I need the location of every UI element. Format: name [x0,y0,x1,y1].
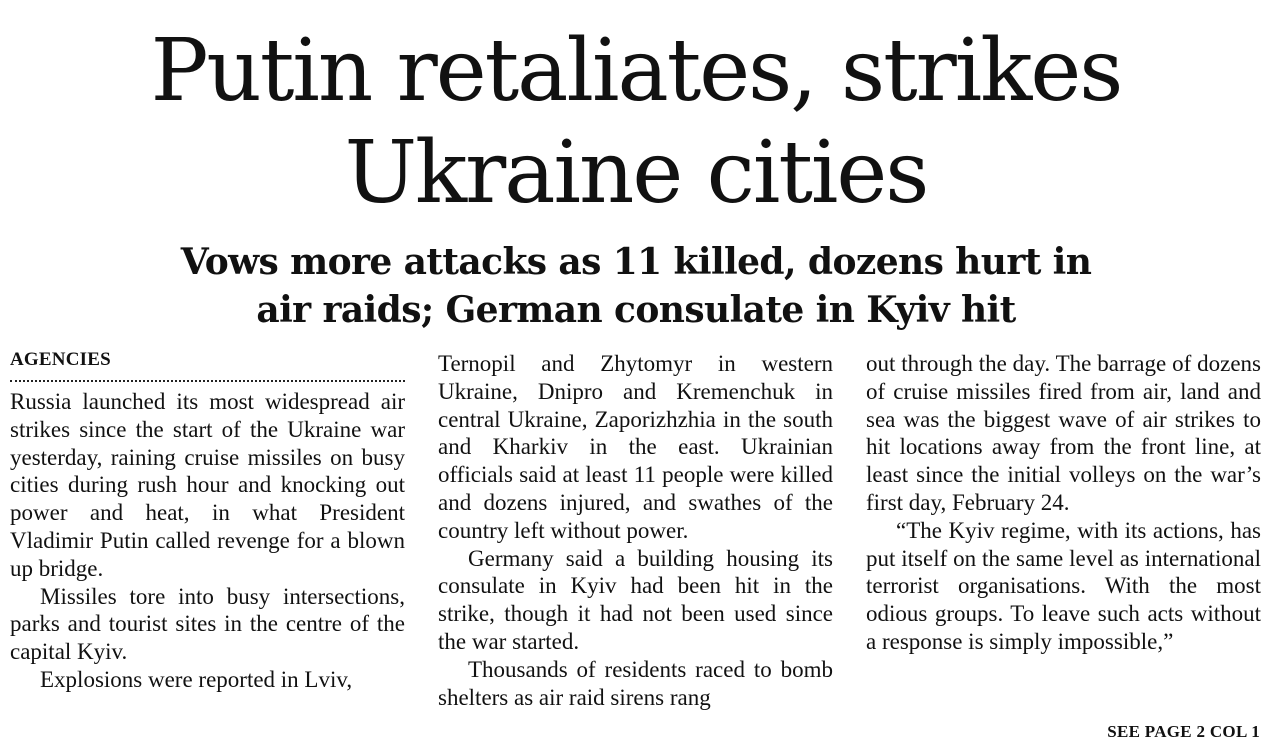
byline: AGENCIES [10,350,405,382]
article-column-2 [438,350,833,711]
subheadline [0,238,1272,334]
headline-line-2: Ukraine cities [344,123,928,223]
subheadline-line-2: air raids; German consulate in Kyiv hit [256,289,1016,331]
continued-on-page-link: SEE PAGE 2 COL 1 [1107,722,1260,741]
paragraph: Russia launched its most widespread air strikes since the start of the Ukraine war yesterday, raining cruise missiles on busy cities during rush hour and knocking out power and heat, in what President Vladimir Putin called revenge for a blown up bridge. [10,389,405,581]
paragraph: Missiles tore into busy intersections, parks and tourist sites in the centre of the capital Kyiv. [10,583,405,665]
paragraph: Thousands of residents raced to bomb shelters as air raid sirens rang [438,656,833,710]
subheadline-line-1: Vows more attacks as 11 killed, dozens hurt in [180,241,1092,283]
paragraph: Ternopil and Zhytomyr in western Ukraine, Dnipro and Kremenchuk in central Ukraine, Zaporizhzhia in the south and Kharkiv in the east. Ukrainian officials said at least 11 people were killed and dozens injured, and swathes of the country left without power. [438,351,833,543]
headline-line-1: Putin retaliates, strikes [150,21,1122,121]
paragraph: “The Kyiv regime, with its actions, has put itself on the same level as international terrorist organisations. With the most odious groups. To leave such acts without a response is simply impossible,” [866,517,1261,654]
headline [0,20,1272,224]
paragraph: out through the day. The barrage of dozens of cruise missiles fired from air, land and sea was the biggest wave of air strikes to hit locations away from the front line, at least since the initial volleys on the war’s first day, February 24. [866,351,1261,515]
paragraph: Explosions were reported in Lviv, [40,666,353,692]
paragraph: Germany said a building housing its consulate in Kyiv had been hit in the strike, though it had not been used since the war started. [438,545,833,654]
article-column-3 [866,350,1261,656]
article-column-1 [10,350,405,694]
